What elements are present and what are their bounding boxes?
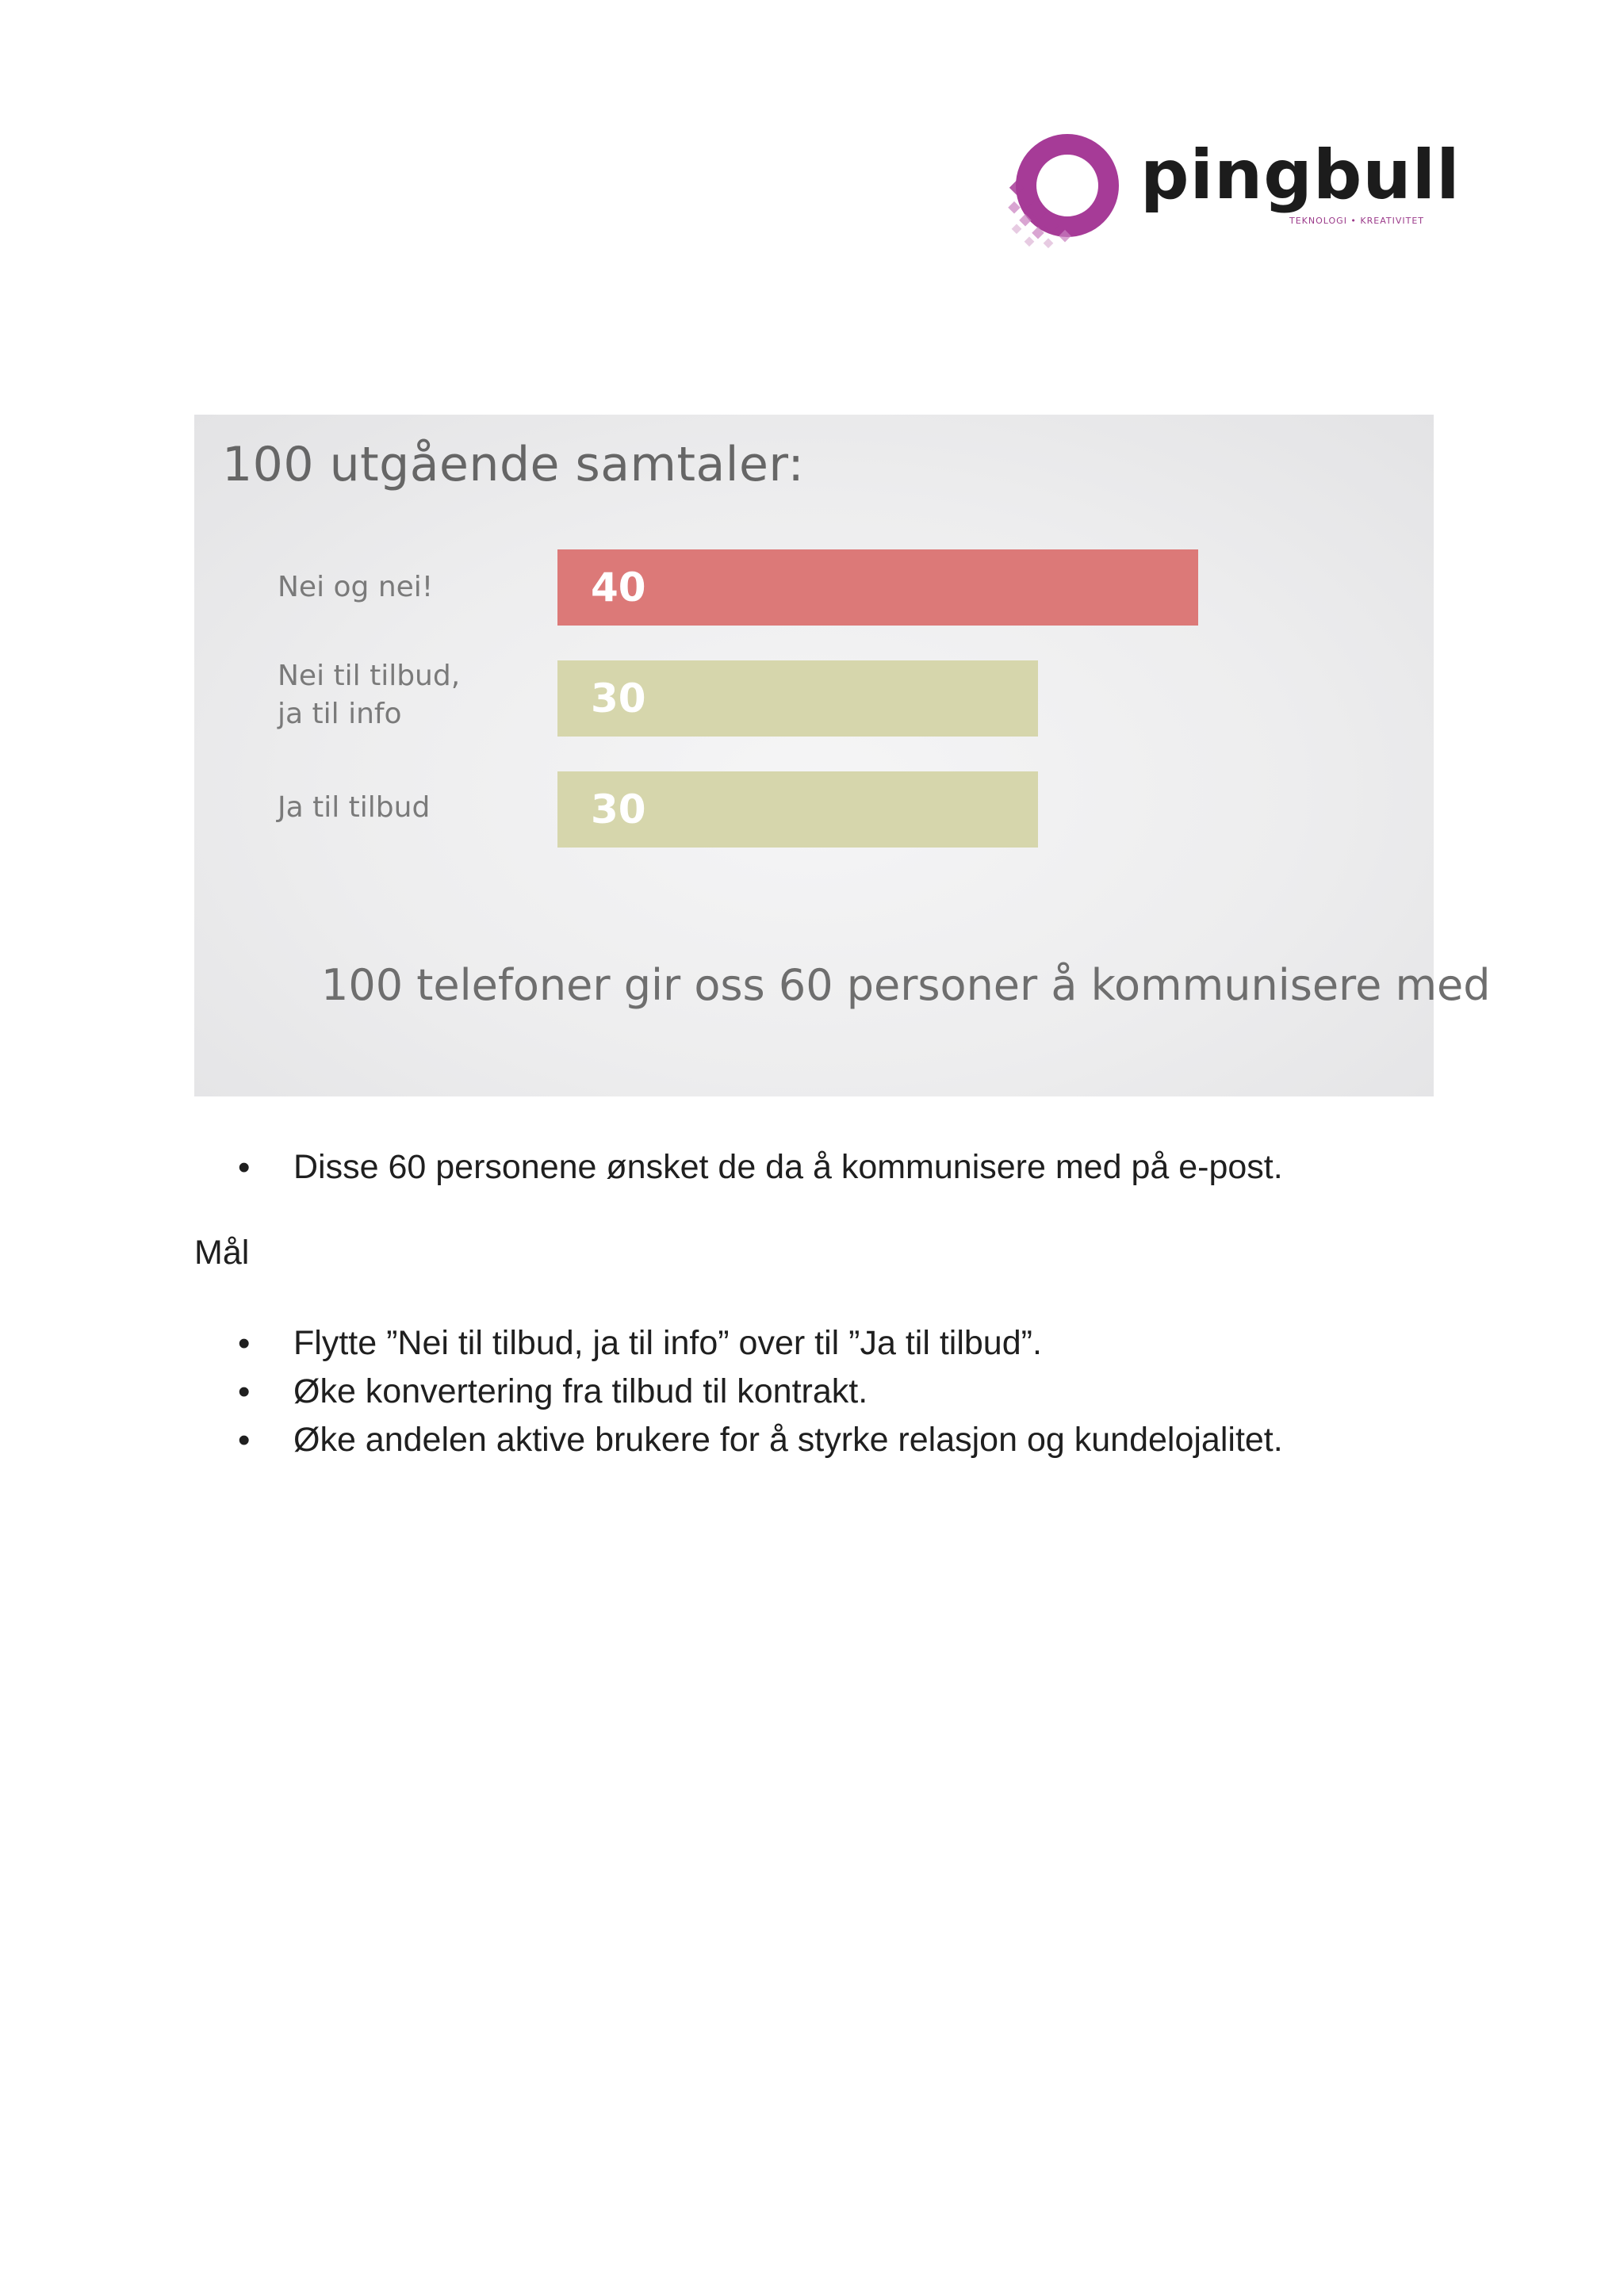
logo-tagline: TEKNOLOGI • KREATIVITET bbox=[1289, 216, 1425, 226]
pingbull-logo bbox=[1005, 133, 1461, 252]
intro-bullet-list bbox=[238, 1143, 1283, 1192]
bar bbox=[557, 660, 1038, 737]
bar-value-label: 40 bbox=[591, 564, 646, 610]
goals-bullet-list bbox=[238, 1319, 1283, 1464]
list-item bbox=[238, 1368, 1283, 1416]
bar-value-label: 30 bbox=[591, 786, 646, 832]
logo-wordmark: pingbull bbox=[1140, 136, 1461, 215]
bullet-icon: • bbox=[238, 1372, 251, 1411]
slide-caption: 100 telefoner gir oss 60 personer å kommunisere med bbox=[321, 960, 1491, 1010]
pingbull-logo-mark-icon bbox=[1005, 133, 1124, 252]
list-item-text: Øke andelen aktive brukere for å styrke relasjon og kundelojalitet. bbox=[293, 1421, 1283, 1459]
list-item bbox=[238, 1143, 1283, 1192]
list-item-text: Flytte ”Nei til tilbud, ja til info” over til ”Ja til tilbud”. bbox=[293, 1324, 1042, 1362]
bar bbox=[557, 771, 1038, 848]
bar-label: Nei og nei! bbox=[278, 571, 434, 603]
bar-value-label: 30 bbox=[591, 675, 646, 721]
chart-slide-image bbox=[194, 415, 1491, 1096]
bullet-icon: • bbox=[238, 1148, 251, 1187]
bullet-icon: • bbox=[238, 1324, 251, 1363]
list-item bbox=[238, 1319, 1283, 1368]
list-item-text: Disse 60 personene ønsket de da å kommunisere med på e-post. bbox=[293, 1148, 1283, 1186]
bar-label: Nei til tilbud, ja til info bbox=[278, 660, 461, 730]
goals-heading: Mål bbox=[194, 1234, 250, 1272]
list-item-text: Øke konvertering fra tilbud til kontrakt. bbox=[293, 1372, 868, 1410]
bullet-icon: • bbox=[238, 1421, 251, 1460]
list-item bbox=[238, 1416, 1283, 1464]
bar bbox=[557, 549, 1198, 626]
slide-title: 100 utgående samtaler: bbox=[222, 437, 805, 492]
bar-label: Ja til tilbud bbox=[278, 791, 431, 824]
